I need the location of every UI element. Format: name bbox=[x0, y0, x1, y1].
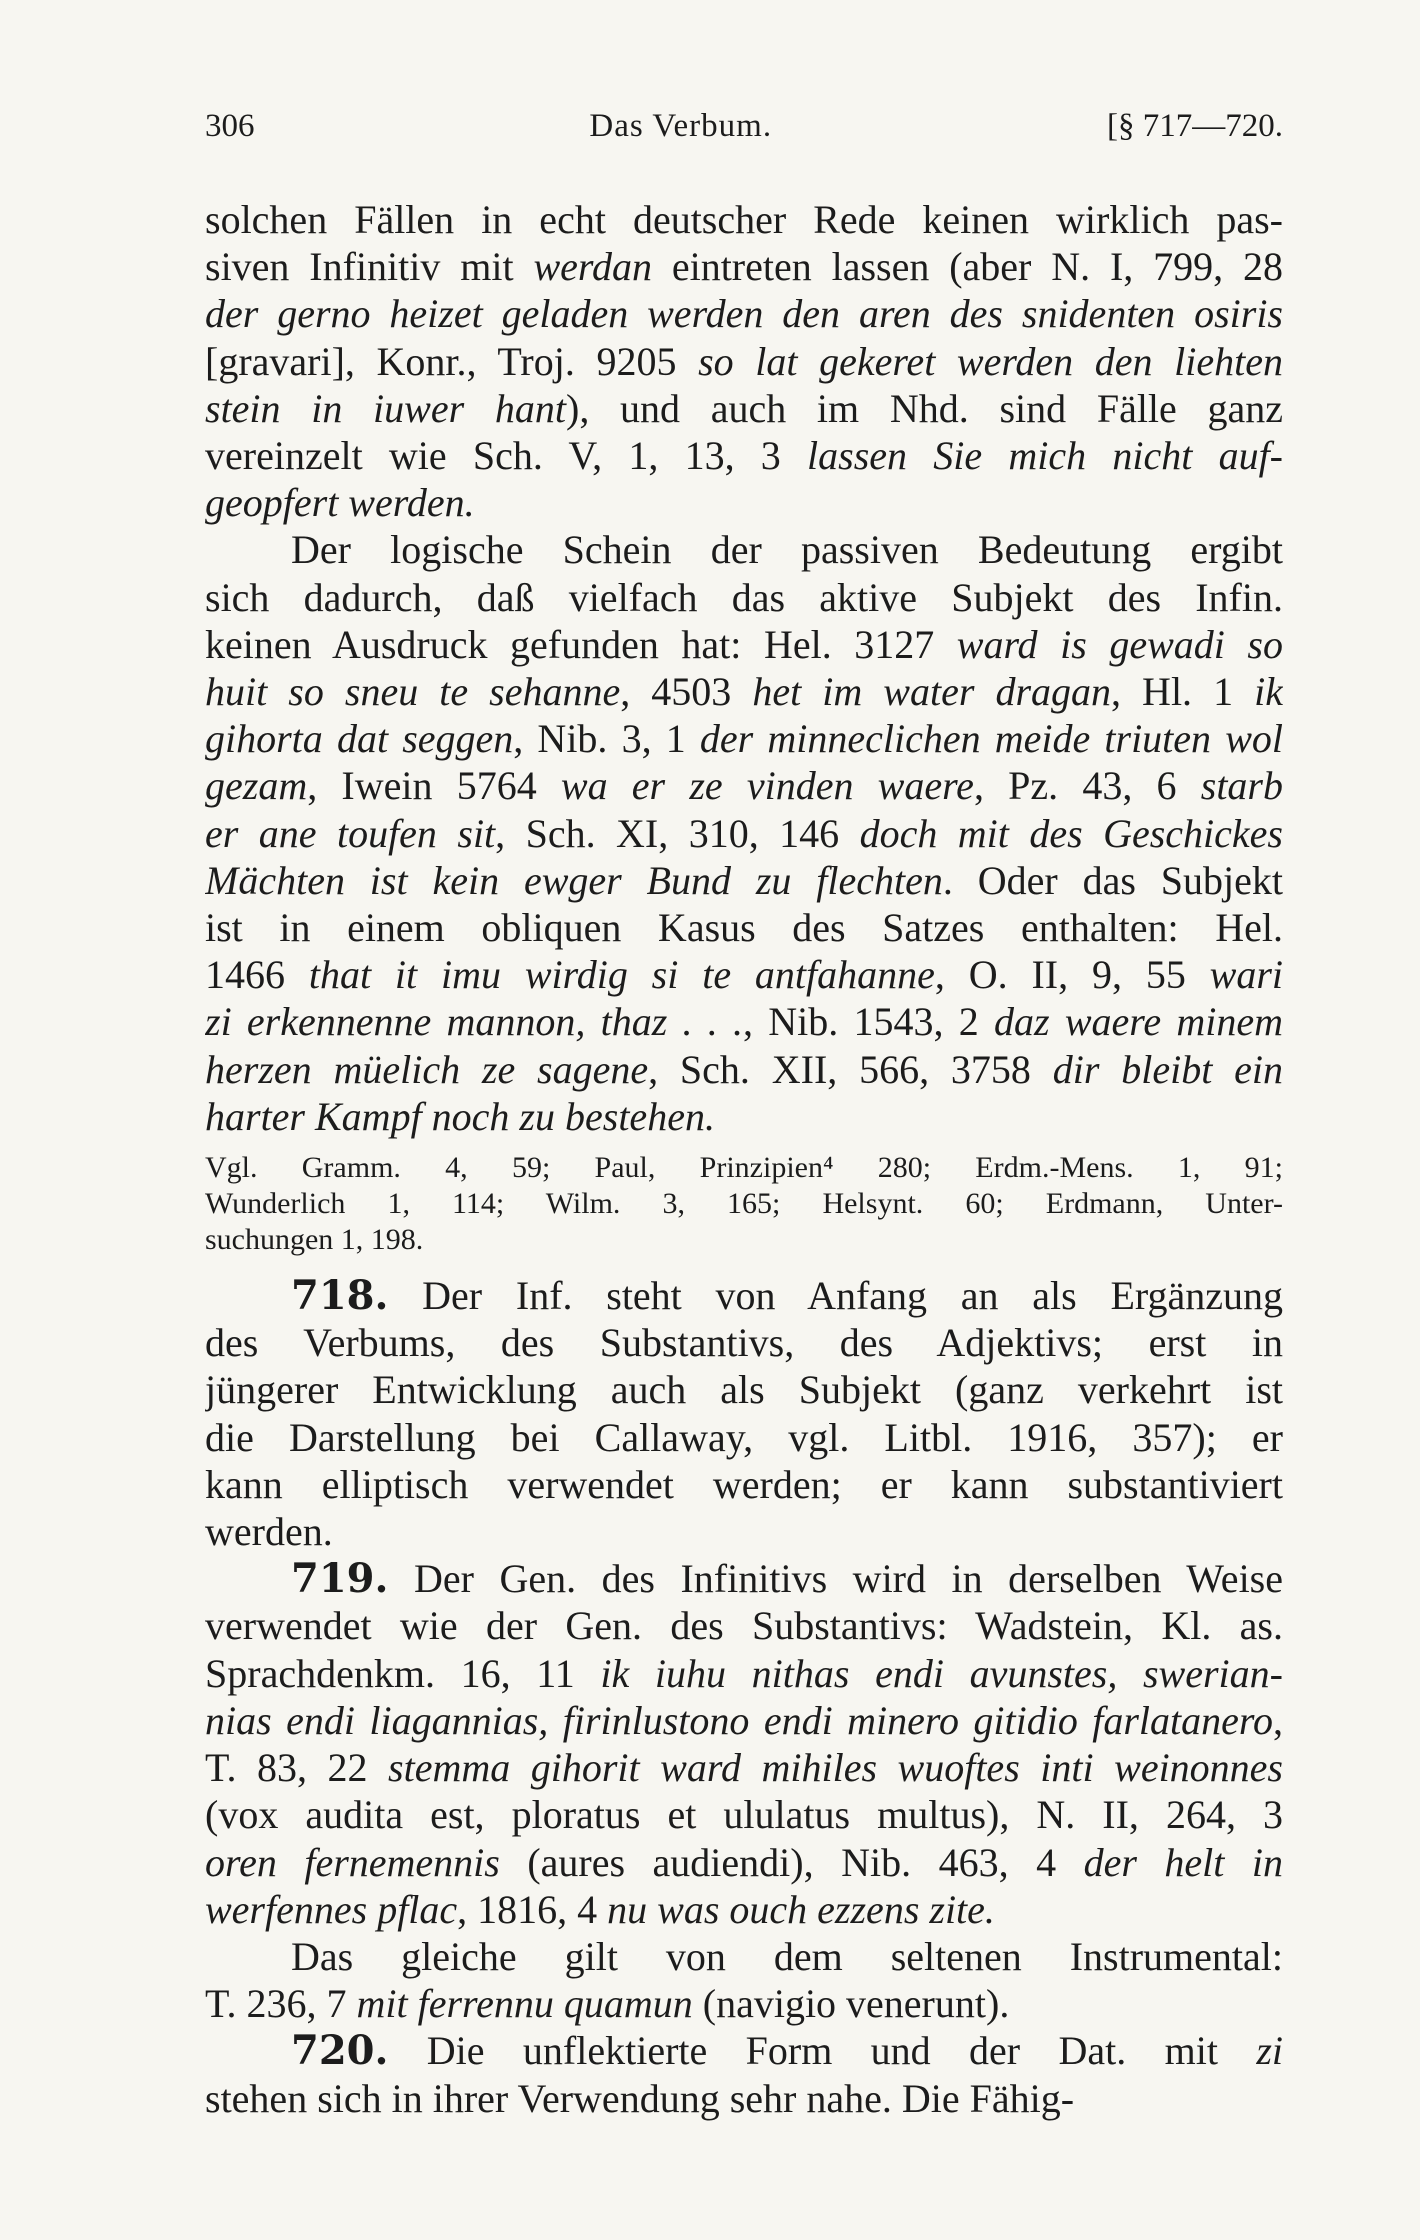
text-line: kann elliptisch verwendet werden; er kann substantiviert bbox=[205, 1461, 1283, 1507]
text-line: T. 236, 7 mit ferrennu quamun (navigio venerunt). bbox=[205, 1981, 1010, 2027]
text-line: solchen Fällen in echt deutscher Rede keinen wirklich pas- bbox=[205, 197, 1283, 242]
section-range: [§ 717—720. bbox=[1106, 108, 1283, 144]
text-line: ist in einem obliquen Kasus des Satzes enthalten: Hel. bbox=[205, 905, 1283, 951]
text-line: werfennes pflac, 1816, 4 nu was ouch ezzens zite. bbox=[205, 1886, 995, 1932]
document-page bbox=[205, 108, 1283, 2122]
text-line: siven Infinitiv mit werdan eintreten lassen (aber N. I, 799, 28 bbox=[205, 244, 1283, 290]
text-line: gihorta dat seggen, Nib. 3, 1 der minneclichen meide triuten wol bbox=[205, 716, 1283, 762]
text-line: [gravari], Konr., Troj. 9205 so lat gekeret werden den liehten bbox=[205, 338, 1283, 384]
paragraph-passive-infinitive bbox=[205, 196, 1283, 526]
text-line: 1466 that it imu wirdig si te antfahanne, O. II, 9, 55 wari bbox=[205, 952, 1283, 998]
running-title: Das Verbum. bbox=[589, 108, 773, 144]
text-line: Der logische Schein der passiven Bedeutung ergibt bbox=[291, 527, 1283, 573]
text-line: T. 83, 22 stemma gihorit ward mihiles wuoftes inti weinonnes bbox=[205, 1745, 1283, 1791]
text-line: herzen müelich ze sagene, Sch. XII, 566, 3758 dir bleibt ein bbox=[205, 1046, 1283, 1092]
text-line: vereinzelt wie Sch. V, 1, 13, 3 lassen Sie mich nicht auf- bbox=[205, 433, 1283, 479]
page-number: 306 bbox=[205, 108, 255, 144]
text-line: er ane toufen sit, Sch. XI, 310, 146 doch mit des Geschickes bbox=[205, 810, 1283, 856]
text-line: sich dadurch, daß vielfach das aktive Subjekt des Infin. bbox=[205, 574, 1283, 620]
text-line: Mächten ist kein ewger Bund zu flechten. Oder das Subjekt bbox=[205, 857, 1283, 903]
section-number: 720. bbox=[291, 2027, 389, 2075]
text-line: verwendet wie der Gen. des Substantivs: Wadstein, Kl. as. bbox=[205, 1603, 1283, 1649]
text-line: nias endi liagannias, firinlustono endi minero gitidio farlatanero, bbox=[205, 1697, 1283, 1743]
text-line: die Darstellung bei Callaway, vgl. Litbl. 1916, 357); er bbox=[205, 1414, 1283, 1460]
section-719 bbox=[205, 1555, 1283, 1933]
section-718 bbox=[205, 1272, 1283, 1555]
text-line: Sprachdenkm. 16, 11 ik iuhu nithas endi avunstes, swerian- bbox=[205, 1650, 1283, 1696]
note-line: suchungen 1, 198. bbox=[205, 1223, 424, 1257]
text-line: 718. Der Inf. steht von Anfang an als Ergänzung bbox=[291, 1272, 1283, 1320]
note-line: Wunderlich 1, 114; Wilm. 3, 165; Helsynt. 60; Erdmann, Unter- bbox=[205, 1187, 1283, 1221]
paragraph-logical-appearance bbox=[205, 526, 1283, 1140]
text-line: 720. Die unflektierte Form und der Dat. mit zi bbox=[291, 2027, 1283, 2075]
running-header bbox=[205, 108, 1283, 158]
text-line: zi erkennenne mannon, thaz . . ., Nib. 1543, 2 daz waere minem bbox=[205, 999, 1283, 1045]
section-720 bbox=[205, 2027, 1283, 2121]
bibliographic-note bbox=[205, 1150, 1283, 1258]
note-line: Vgl. Gramm. 4, 59; Paul, Prinzipien⁴ 280; Erdm.-Mens. 1, 91; bbox=[205, 1151, 1283, 1185]
text-line: 719. Der Gen. des Infinitivs wird in derselben Weise bbox=[291, 1555, 1283, 1603]
text-line: werden. bbox=[205, 1509, 333, 1555]
section-number: 718. bbox=[291, 1272, 389, 1320]
text-line: gezam, Iwein 5764 wa er ze vinden waere, Pz. 43, 6 starb bbox=[205, 763, 1283, 809]
text-line: stehen sich in ihrer Verwendung sehr nahe. Die Fähig- bbox=[205, 2075, 1075, 2121]
text-line: jüngerer Entwicklung auch als Subjekt (ganz verkehrt ist bbox=[205, 1367, 1283, 1413]
paragraph-instrumental bbox=[205, 1933, 1283, 2027]
section-number: 719. bbox=[291, 1555, 389, 1603]
text-line: harter Kampf noch zu bestehen. bbox=[205, 1093, 715, 1139]
text-line: geopfert werden. bbox=[205, 480, 475, 526]
text-line: keinen Ausdruck gefunden hat: Hel. 3127 ward is gewadi so bbox=[205, 621, 1283, 667]
text-line: stein in iuwer hant), und auch im Nhd. sind Fälle ganz bbox=[205, 385, 1283, 431]
text-line: Das gleiche gilt von dem seltenen Instrumental: bbox=[291, 1933, 1283, 1979]
text-line: huit so sneu te sehanne, 4503 het im water dragan, Hl. 1 ik bbox=[205, 669, 1283, 715]
text-line: (vox audita est, ploratus et ululatus multus), N. II, 264, 3 bbox=[205, 1792, 1283, 1838]
text-line: der gerno heizet geladen werden den aren des snidenten osiris bbox=[205, 291, 1283, 337]
text-line: oren fernemennis (aures audiendi), Nib. 463, 4 der helt in bbox=[205, 1839, 1283, 1885]
text-line: des Verbums, des Substantivs, des Adjektivs; erst in bbox=[205, 1320, 1283, 1366]
